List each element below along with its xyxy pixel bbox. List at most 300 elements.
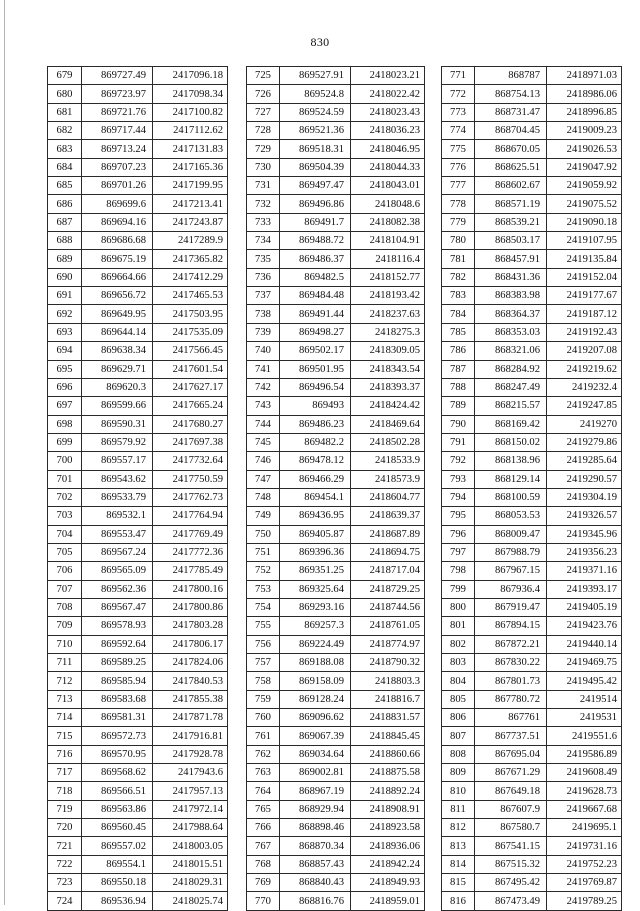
point-number-cell: 686 <box>48 195 82 213</box>
table-row <box>442 654 622 672</box>
point-number-cell: 769 <box>247 874 280 892</box>
y-coordinate-cell: 2417840.53 <box>153 672 228 690</box>
x-coordinate-cell: 869557.02 <box>82 837 153 855</box>
x-coordinate-cell: 867671.29 <box>475 764 547 782</box>
x-coordinate-cell: 867988.79 <box>475 543 547 561</box>
table-row <box>48 452 228 470</box>
x-coordinate-cell: 869484.48 <box>280 287 351 305</box>
table-row <box>48 342 228 360</box>
y-coordinate-cell: 2418533.9 <box>351 452 425 470</box>
point-number-cell: 704 <box>48 525 82 543</box>
point-number-cell: 720 <box>48 819 82 837</box>
table-row <box>247 415 425 433</box>
x-coordinate-cell: 867580.7 <box>475 819 547 837</box>
y-coordinate-cell: 2419752.23 <box>547 855 622 873</box>
table-row <box>48 745 228 763</box>
x-coordinate-cell: 869649.95 <box>82 305 153 323</box>
y-coordinate-cell: 2419586.89 <box>547 745 622 763</box>
x-coordinate-cell: 867737.51 <box>475 727 547 745</box>
table-row <box>247 140 425 158</box>
x-coordinate-cell: 869128.24 <box>280 690 351 708</box>
table-row <box>442 232 622 250</box>
table-row <box>48 525 228 543</box>
table-row <box>247 745 425 763</box>
table-row <box>247 892 425 910</box>
y-coordinate-cell: 2418048.6 <box>351 195 425 213</box>
y-coordinate-cell: 2418424.42 <box>351 397 425 415</box>
y-coordinate-cell: 2417289.9 <box>153 232 228 250</box>
x-coordinate-cell: 868870.34 <box>280 837 351 855</box>
table-row <box>247 67 425 85</box>
point-number-cell: 726 <box>247 85 280 103</box>
point-number-cell: 794 <box>442 488 475 506</box>
point-number-cell: 702 <box>48 488 82 506</box>
y-coordinate-cell: 2417800.16 <box>153 580 228 598</box>
point-number-cell: 789 <box>442 397 475 415</box>
table-row <box>247 378 425 396</box>
point-number-cell: 816 <box>442 892 475 910</box>
y-coordinate-cell: 2419026.53 <box>547 140 622 158</box>
x-coordinate-cell: 869592.64 <box>82 635 153 653</box>
point-number-cell: 695 <box>48 360 82 378</box>
x-coordinate-cell: 868100.59 <box>475 488 547 506</box>
table-row <box>247 690 425 708</box>
y-coordinate-cell: 2419423.76 <box>547 617 622 635</box>
y-coordinate-cell: 2417772.36 <box>153 543 228 561</box>
point-number-cell: 727 <box>247 103 280 121</box>
y-coordinate-cell: 2418790.32 <box>351 654 425 672</box>
table-row <box>247 507 425 525</box>
table-row <box>442 122 622 140</box>
table-body <box>48 67 228 911</box>
table-row <box>247 250 425 268</box>
point-number-cell: 690 <box>48 268 82 286</box>
table-row <box>48 140 228 158</box>
x-coordinate-cell: 869518.31 <box>280 140 351 158</box>
y-coordinate-cell: 2418959.01 <box>351 892 425 910</box>
coordinate-table-1 <box>47 66 228 911</box>
point-number-cell: 735 <box>247 250 280 268</box>
point-number-cell: 742 <box>247 378 280 396</box>
table-row <box>442 342 622 360</box>
table-row <box>442 580 622 598</box>
point-number-cell: 758 <box>247 672 280 690</box>
point-number-cell: 741 <box>247 360 280 378</box>
x-coordinate-cell: 868215.57 <box>475 397 547 415</box>
x-coordinate-cell: 869491.44 <box>280 305 351 323</box>
y-coordinate-cell: 2418393.37 <box>351 378 425 396</box>
table-row <box>247 323 425 341</box>
x-coordinate-cell: 868169.42 <box>475 415 547 433</box>
table-row <box>48 195 228 213</box>
table-row <box>247 488 425 506</box>
y-coordinate-cell: 2418761.05 <box>351 617 425 635</box>
point-number-cell: 747 <box>247 470 280 488</box>
point-number-cell: 714 <box>48 709 82 727</box>
x-coordinate-cell: 869713.24 <box>82 140 153 158</box>
y-coordinate-cell: 2419177.67 <box>547 287 622 305</box>
x-coordinate-cell: 868503.17 <box>475 232 547 250</box>
table-row <box>442 507 622 525</box>
x-coordinate-cell: 869675.19 <box>82 250 153 268</box>
table-row <box>247 195 425 213</box>
table-row <box>48 598 228 616</box>
table-row <box>442 782 622 800</box>
y-coordinate-cell: 2419405.19 <box>547 598 622 616</box>
table-row <box>247 268 425 286</box>
y-coordinate-cell: 2418275.3 <box>351 323 425 341</box>
y-coordinate-cell: 2419187.12 <box>547 305 622 323</box>
y-coordinate-cell: 2418875.58 <box>351 764 425 782</box>
table-row <box>442 598 622 616</box>
x-coordinate-cell: 869351.25 <box>280 562 351 580</box>
table-row <box>442 287 622 305</box>
x-coordinate-cell: 868364.37 <box>475 305 547 323</box>
y-coordinate-cell: 2417199.95 <box>153 177 228 195</box>
y-coordinate-cell: 2418573.9 <box>351 470 425 488</box>
table-row <box>442 635 622 653</box>
table-row <box>247 727 425 745</box>
y-coordinate-cell: 2418860.66 <box>351 745 425 763</box>
point-number-cell: 728 <box>247 122 280 140</box>
x-coordinate-cell: 867801.73 <box>475 672 547 690</box>
table-row <box>48 85 228 103</box>
point-number-cell: 739 <box>247 323 280 341</box>
point-number-cell: 698 <box>48 415 82 433</box>
point-number-cell: 699 <box>48 433 82 451</box>
x-coordinate-cell: 869723.97 <box>82 85 153 103</box>
point-number-cell: 718 <box>48 782 82 800</box>
table-body <box>442 67 622 911</box>
point-number-cell: 738 <box>247 305 280 323</box>
point-number-cell: 755 <box>247 617 280 635</box>
point-number-cell: 700 <box>48 452 82 470</box>
point-number-cell: 779 <box>442 213 475 231</box>
point-number-cell: 722 <box>48 855 82 873</box>
table-row <box>247 672 425 690</box>
y-coordinate-cell: 2417785.49 <box>153 562 228 580</box>
x-coordinate-cell: 868009.47 <box>475 525 547 543</box>
y-coordinate-cell: 2417957.13 <box>153 782 228 800</box>
point-number-cell: 796 <box>442 525 475 543</box>
table-row <box>247 543 425 561</box>
table-row <box>48 158 228 176</box>
point-number-cell: 707 <box>48 580 82 598</box>
x-coordinate-cell: 868571.19 <box>475 195 547 213</box>
table-row <box>247 177 425 195</box>
table-row <box>48 782 228 800</box>
point-number-cell: 798 <box>442 562 475 580</box>
y-coordinate-cell: 2418469.64 <box>351 415 425 433</box>
point-number-cell: 804 <box>442 672 475 690</box>
y-coordinate-cell: 2418116.4 <box>351 250 425 268</box>
x-coordinate-cell: 869686.68 <box>82 232 153 250</box>
table-row <box>247 232 425 250</box>
y-coordinate-cell: 2419192.43 <box>547 323 622 341</box>
table-row <box>48 232 228 250</box>
point-number-cell: 806 <box>442 709 475 727</box>
y-coordinate-cell: 2419393.17 <box>547 580 622 598</box>
y-coordinate-cell: 2417764.94 <box>153 507 228 525</box>
point-number-cell: 813 <box>442 837 475 855</box>
x-coordinate-cell: 868284.92 <box>475 360 547 378</box>
point-number-cell: 799 <box>442 580 475 598</box>
x-coordinate-cell: 869482.5 <box>280 268 351 286</box>
x-coordinate-cell: 869567.24 <box>82 543 153 561</box>
point-number-cell: 693 <box>48 323 82 341</box>
table-row <box>247 305 425 323</box>
y-coordinate-cell: 2417535.09 <box>153 323 228 341</box>
x-coordinate-cell: 868670.05 <box>475 140 547 158</box>
table-row <box>247 103 425 121</box>
y-coordinate-cell: 2417665.24 <box>153 397 228 415</box>
y-coordinate-cell: 2418309.05 <box>351 342 425 360</box>
table-row <box>48 654 228 672</box>
x-coordinate-cell: 867894.15 <box>475 617 547 635</box>
x-coordinate-cell: 869629.71 <box>82 360 153 378</box>
table-row <box>442 562 622 580</box>
x-coordinate-cell: 867780.72 <box>475 690 547 708</box>
y-coordinate-cell: 2419356.23 <box>547 543 622 561</box>
x-coordinate-cell: 869717.44 <box>82 122 153 140</box>
x-coordinate-cell: 867649.18 <box>475 782 547 800</box>
x-coordinate-cell: 869504.39 <box>280 158 351 176</box>
x-coordinate-cell: 869557.17 <box>82 452 153 470</box>
y-coordinate-cell: 2417165.36 <box>153 158 228 176</box>
y-coordinate-cell: 2418022.42 <box>351 85 425 103</box>
y-coordinate-cell: 2417855.38 <box>153 690 228 708</box>
point-number-cell: 765 <box>247 800 280 818</box>
x-coordinate-cell: 869482.2 <box>280 433 351 451</box>
point-number-cell: 709 <box>48 617 82 635</box>
y-coordinate-cell: 2419047.92 <box>547 158 622 176</box>
table-row <box>247 397 425 415</box>
table-row <box>48 103 228 121</box>
x-coordinate-cell: 868457.91 <box>475 250 547 268</box>
y-coordinate-cell: 2418237.63 <box>351 305 425 323</box>
point-number-cell: 764 <box>247 782 280 800</box>
table-row <box>247 470 425 488</box>
y-coordinate-cell: 2417601.54 <box>153 360 228 378</box>
point-number-cell: 767 <box>247 837 280 855</box>
y-coordinate-cell: 2417972.14 <box>153 800 228 818</box>
x-coordinate-cell: 867695.04 <box>475 745 547 763</box>
y-coordinate-cell: 2417365.82 <box>153 250 228 268</box>
table-row <box>48 617 228 635</box>
point-number-cell: 729 <box>247 140 280 158</box>
x-coordinate-cell: 869567.47 <box>82 598 153 616</box>
point-number-cell: 731 <box>247 177 280 195</box>
table-row <box>48 892 228 910</box>
y-coordinate-cell: 2417800.86 <box>153 598 228 616</box>
y-coordinate-cell: 2418816.7 <box>351 690 425 708</box>
table-row <box>442 892 622 910</box>
table-row <box>48 764 228 782</box>
x-coordinate-cell: 868539.21 <box>475 213 547 231</box>
x-coordinate-cell: 868754.13 <box>475 85 547 103</box>
table-row <box>48 287 228 305</box>
x-coordinate-cell: 869699.6 <box>82 195 153 213</box>
y-coordinate-cell: 2418043.01 <box>351 177 425 195</box>
x-coordinate-cell: 868602.67 <box>475 177 547 195</box>
x-coordinate-cell: 867967.15 <box>475 562 547 580</box>
y-coordinate-cell: 2417732.64 <box>153 452 228 470</box>
point-number-cell: 768 <box>247 855 280 873</box>
point-number-cell: 732 <box>247 195 280 213</box>
y-coordinate-cell: 2418082.38 <box>351 213 425 231</box>
table-row <box>442 397 622 415</box>
point-number-cell: 786 <box>442 342 475 360</box>
point-number-cell: 814 <box>442 855 475 873</box>
x-coordinate-cell: 868704.45 <box>475 122 547 140</box>
y-coordinate-cell: 2418502.28 <box>351 433 425 451</box>
point-number-cell: 725 <box>247 67 280 85</box>
point-number-cell: 748 <box>247 488 280 506</box>
point-number-cell: 750 <box>247 525 280 543</box>
table-row <box>442 855 622 873</box>
x-coordinate-cell: 868383.98 <box>475 287 547 305</box>
y-coordinate-cell: 2418343.54 <box>351 360 425 378</box>
point-number-cell: 682 <box>48 122 82 140</box>
y-coordinate-cell: 2417096.18 <box>153 67 228 85</box>
table-row <box>247 122 425 140</box>
point-number-cell: 781 <box>442 250 475 268</box>
y-coordinate-cell: 2418942.24 <box>351 855 425 873</box>
point-number-cell: 705 <box>48 543 82 561</box>
x-coordinate-cell: 869524.59 <box>280 103 351 121</box>
x-coordinate-cell: 869554.1 <box>82 855 153 873</box>
y-coordinate-cell: 2419135.84 <box>547 250 622 268</box>
table-row <box>442 690 622 708</box>
y-coordinate-cell: 2418152.77 <box>351 268 425 286</box>
y-coordinate-cell: 2418029.31 <box>153 874 228 892</box>
point-number-cell: 774 <box>442 122 475 140</box>
table-row <box>247 562 425 580</box>
y-coordinate-cell: 2417943.6 <box>153 764 228 782</box>
table-row <box>247 635 425 653</box>
table-row <box>247 764 425 782</box>
point-number-cell: 808 <box>442 745 475 763</box>
x-coordinate-cell: 869493 <box>280 397 351 415</box>
table-row <box>48 433 228 451</box>
y-coordinate-cell: 2418025.74 <box>153 892 228 910</box>
coordinate-table-3 <box>441 66 622 911</box>
x-coordinate-cell: 869701.26 <box>82 177 153 195</box>
point-number-cell: 772 <box>442 85 475 103</box>
table-row <box>48 507 228 525</box>
x-coordinate-cell: 869527.91 <box>280 67 351 85</box>
table-row <box>442 800 622 818</box>
point-number-cell: 776 <box>442 158 475 176</box>
y-coordinate-cell: 2418717.04 <box>351 562 425 580</box>
point-number-cell: 802 <box>442 635 475 653</box>
table-row <box>247 874 425 892</box>
point-number-cell: 775 <box>442 140 475 158</box>
table-row <box>247 782 425 800</box>
x-coordinate-cell: 869224.49 <box>280 635 351 653</box>
table-row <box>48 360 228 378</box>
table-row <box>48 122 228 140</box>
y-coordinate-cell: 2418046.95 <box>351 140 425 158</box>
x-coordinate-cell: 867495.42 <box>475 874 547 892</box>
point-number-cell: 752 <box>247 562 280 580</box>
x-coordinate-cell: 868150.02 <box>475 433 547 451</box>
point-number-cell: 770 <box>247 892 280 910</box>
point-number-cell: 680 <box>48 85 82 103</box>
x-coordinate-cell: 867473.49 <box>475 892 547 910</box>
y-coordinate-cell: 2419667.68 <box>547 800 622 818</box>
page-number: 830 <box>310 35 330 49</box>
point-number-cell: 766 <box>247 819 280 837</box>
y-coordinate-cell: 2419608.49 <box>547 764 622 782</box>
point-number-cell: 797 <box>442 543 475 561</box>
table-row <box>48 727 228 745</box>
point-number-cell: 751 <box>247 543 280 561</box>
point-number-cell: 753 <box>247 580 280 598</box>
y-coordinate-cell: 2417131.83 <box>153 140 228 158</box>
y-coordinate-cell: 2419731.16 <box>547 837 622 855</box>
y-coordinate-cell: 2417928.78 <box>153 745 228 763</box>
point-number-cell: 759 <box>247 690 280 708</box>
table-row <box>442 672 622 690</box>
point-number-cell: 782 <box>442 268 475 286</box>
x-coordinate-cell: 869486.23 <box>280 415 351 433</box>
table-row <box>442 158 622 176</box>
table-body <box>247 67 425 911</box>
x-coordinate-cell: 867515.32 <box>475 855 547 873</box>
point-number-cell: 771 <box>442 67 475 85</box>
point-number-cell: 803 <box>442 654 475 672</box>
table-row <box>442 195 622 213</box>
y-coordinate-cell: 2417098.34 <box>153 85 228 103</box>
y-coordinate-cell: 2419371.16 <box>547 562 622 580</box>
table-row <box>48 397 228 415</box>
point-number-cell: 788 <box>442 378 475 396</box>
table-row <box>442 617 622 635</box>
y-coordinate-cell: 2419152.04 <box>547 268 622 286</box>
point-number-cell: 736 <box>247 268 280 286</box>
point-number-cell: 778 <box>442 195 475 213</box>
table-row <box>247 598 425 616</box>
point-number-cell: 681 <box>48 103 82 121</box>
table-row <box>247 709 425 727</box>
table-row <box>48 800 228 818</box>
x-coordinate-cell: 867541.15 <box>475 837 547 855</box>
y-coordinate-cell: 2419075.52 <box>547 195 622 213</box>
table-row <box>442 709 622 727</box>
y-coordinate-cell: 2418971.03 <box>547 67 622 85</box>
x-coordinate-cell: 869664.66 <box>82 268 153 286</box>
point-number-cell: 683 <box>48 140 82 158</box>
x-coordinate-cell: 869396.36 <box>280 543 351 561</box>
point-number-cell: 783 <box>442 287 475 305</box>
x-coordinate-cell: 868857.43 <box>280 855 351 873</box>
y-coordinate-cell: 2418604.77 <box>351 488 425 506</box>
x-coordinate-cell: 869436.95 <box>280 507 351 525</box>
point-number-cell: 697 <box>48 397 82 415</box>
x-coordinate-cell: 869563.86 <box>82 800 153 818</box>
x-coordinate-cell: 868731.47 <box>475 103 547 121</box>
y-coordinate-cell: 2418923.58 <box>351 819 425 837</box>
point-number-cell: 706 <box>48 562 82 580</box>
y-coordinate-cell: 2418639.37 <box>351 507 425 525</box>
table-row <box>247 287 425 305</box>
x-coordinate-cell: 869002.81 <box>280 764 351 782</box>
y-coordinate-cell: 2417100.82 <box>153 103 228 121</box>
x-coordinate-cell: 868898.46 <box>280 819 351 837</box>
x-coordinate-cell: 869466.29 <box>280 470 351 488</box>
table-row <box>48 268 228 286</box>
